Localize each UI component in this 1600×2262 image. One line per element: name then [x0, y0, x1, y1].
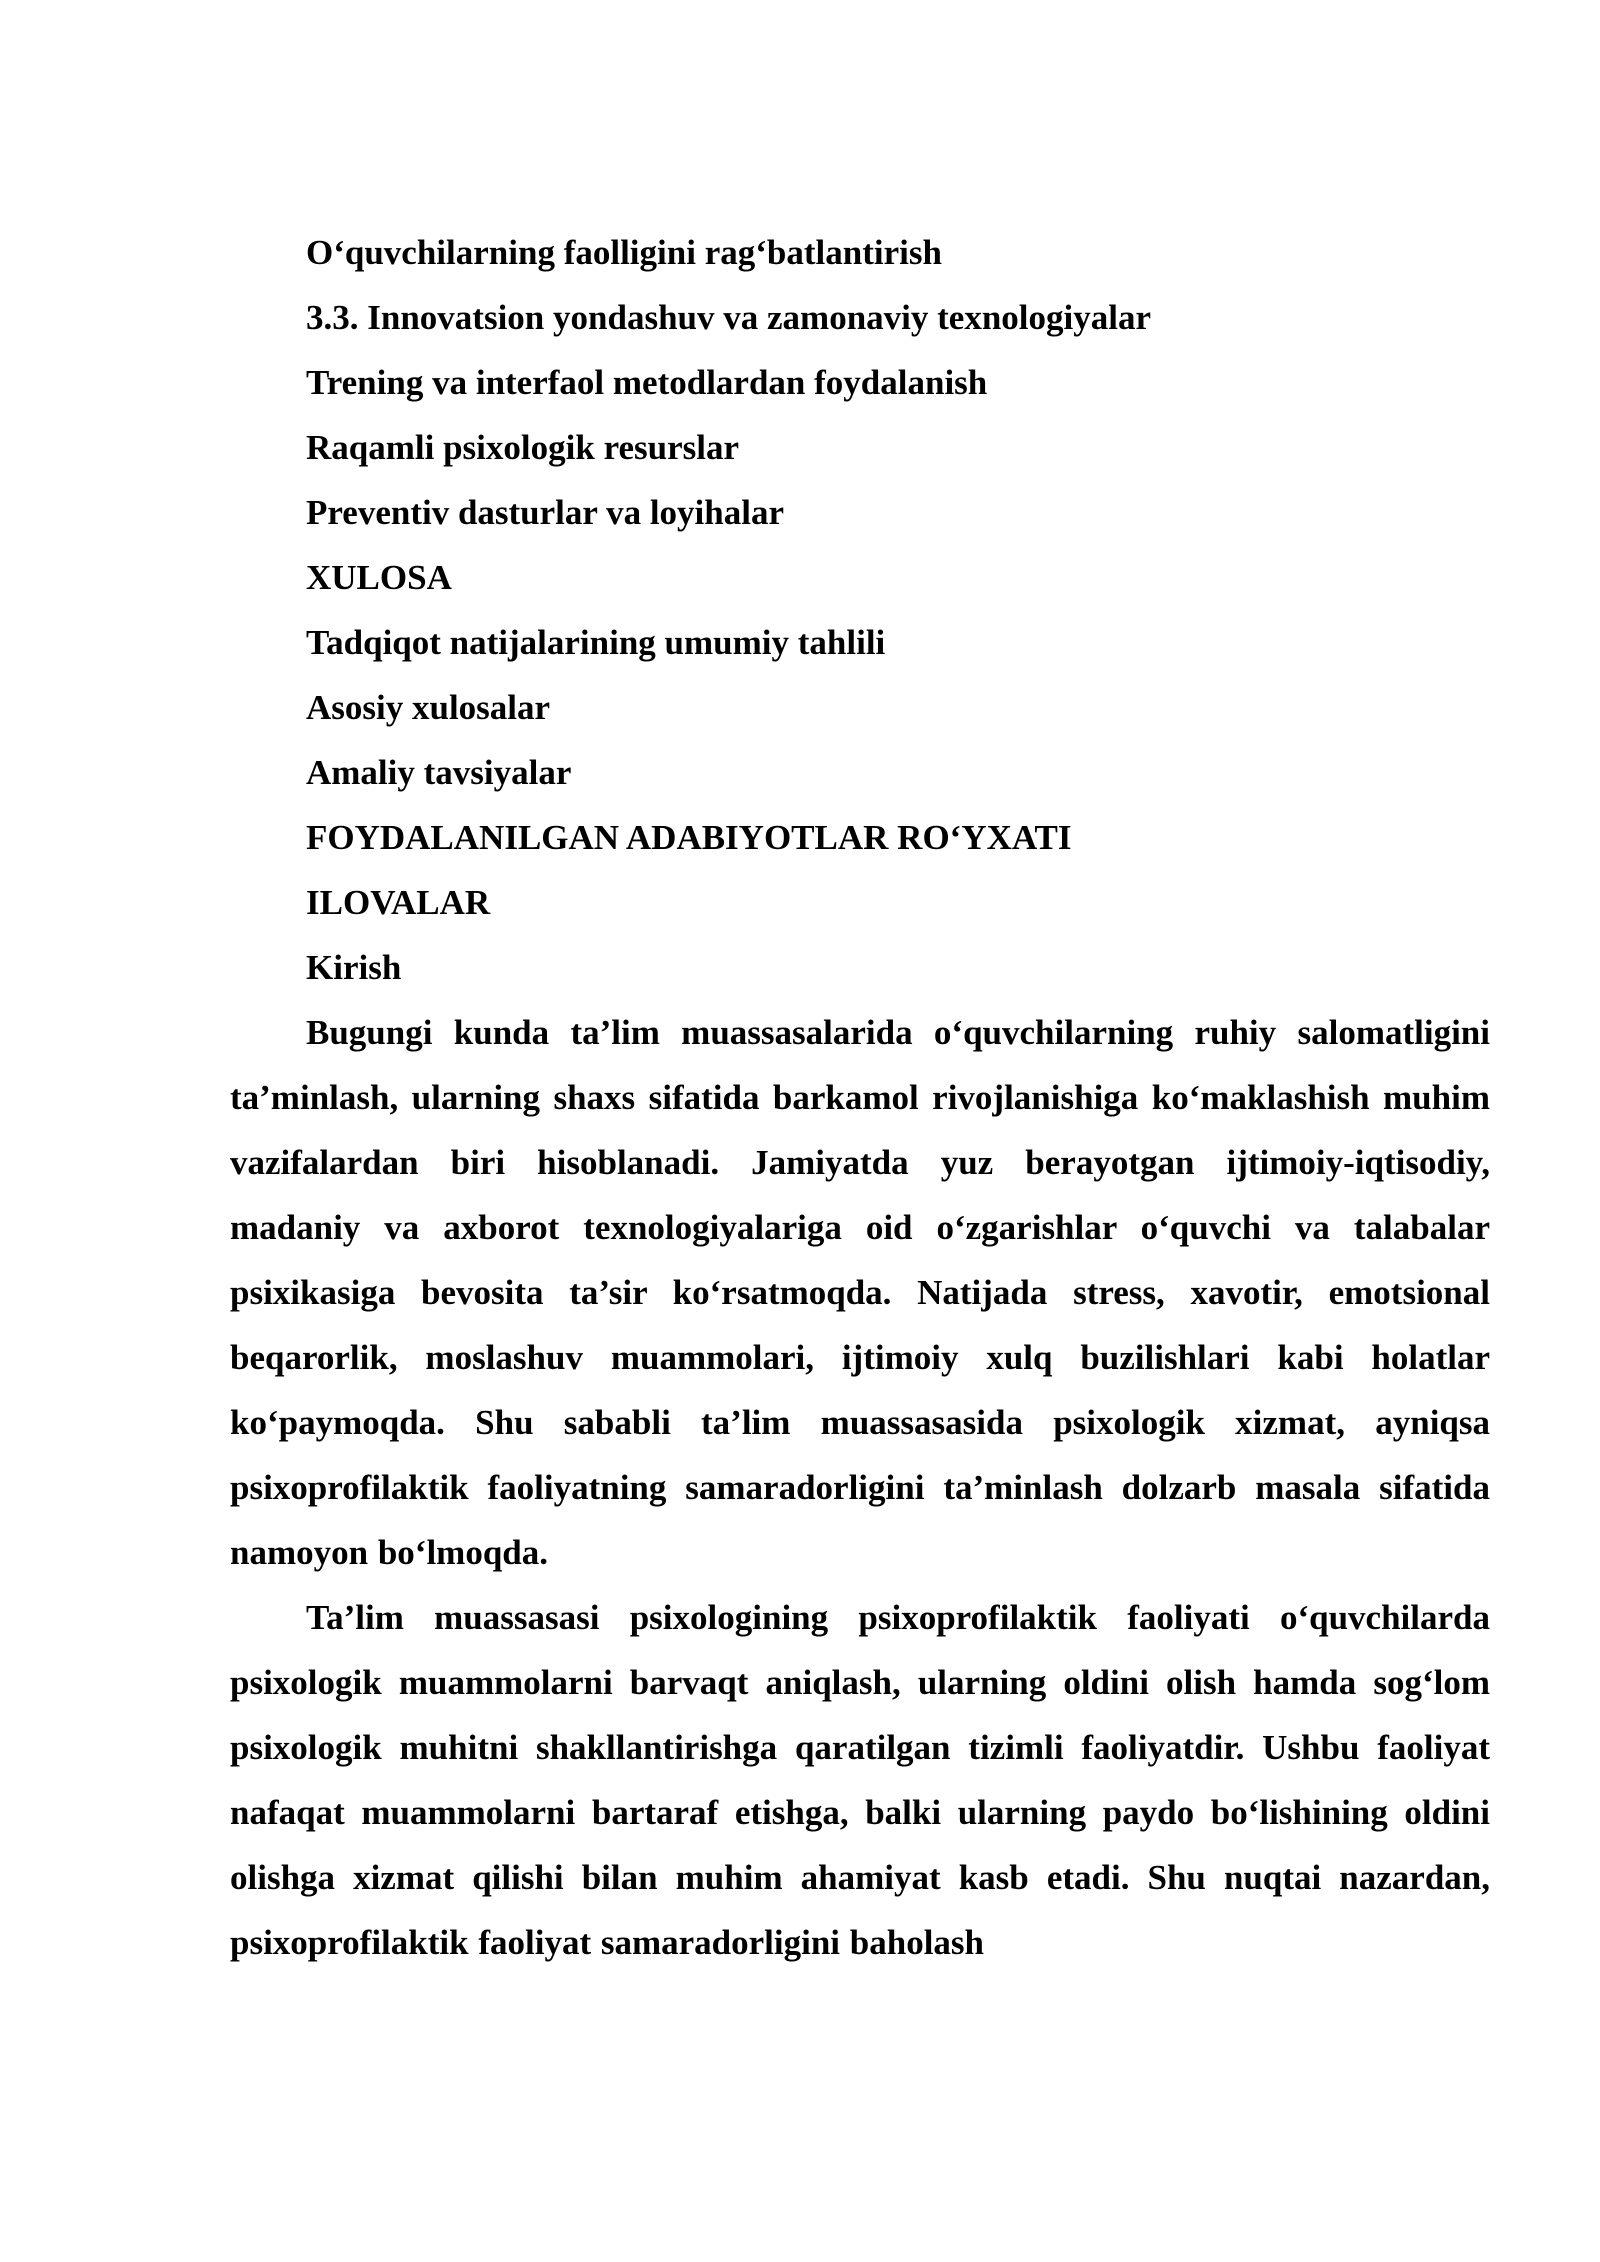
section-heading: Kirish — [306, 948, 402, 987]
toc-item: XULOSA — [306, 558, 452, 597]
toc-item: Trening va interfaol metodlardan foydalanish — [306, 363, 988, 402]
toc-item: Raqamli psixologik resurslar — [306, 428, 740, 467]
body-paragraph: Bugungi kunda ta’lim muassasalarida o‘quvchilarning ruhiy salomatligini ta’minlash, ularning shaxs sifatida barkamol rivojlanishiga ko‘maklashish muhim vazifalardan biri hisoblanadi. Jamiyatda yuz berayotgan ijtimoiy-iqtisodiy, madaniy va axborot texnologiyalariga oid o‘zgarishlar o‘quvchi va talabalar psixikasiga bevosita ta’sir ko‘rsatmoqda. Natijada stress, xavotir, emotsional beqarorlik, moslashuv muammolari, ijtimoiy xulq buzilishlari kabi holatlar ko‘paymoqda. Shu sababli ta’lim muassasasida psixologik xizmat, ayniqsa psixoprofilaktik faoliyatning samaradorligini ta’minlash dolzarb masala sifatida namoyon bo‘lmoqda. — [230, 1013, 1490, 1572]
body-paragraph: Ta’lim muassasasi psixologining psixoprofilaktik faoliyati o‘quvchilarda psixologik muammolarni barvaqt aniqlash, ularning oldini olish hamda sog‘lom psixologik muhitni shakllantirishga qaratilgan tizimli faoliyatdir. Ushbu faoliyat nafaqat muammolarni bartaraf etishga, balki ularning paydo bo‘lishining oldini olishga xizmat qilishi bilan muhim ahamiyat kasb etadi. Shu nuqtai nazardan, psixoprofilaktik faoliyat samaradorligini baholash — [230, 1598, 1490, 1962]
toc-item: Tadqiqot natijalarining umumiy tahlili — [306, 623, 886, 662]
toc-item: Preventiv dasturlar va loyihalar — [306, 493, 784, 532]
toc-item: Amaliy tavsiyalar — [306, 753, 572, 792]
toc-item: FOYDALANILGAN ADABIYOTLAR RO‘YXATI — [306, 818, 1072, 857]
toc-item: Asosiy xulosalar — [306, 688, 551, 727]
page-content — [230, 220, 1490, 1975]
toc-item: 3.3. Innovatsion yondashuv va zamonaviy texnologiyalar — [306, 298, 1151, 337]
table-of-contents — [230, 220, 1490, 935]
toc-item: ILOVALAR — [306, 883, 491, 922]
toc-item: O‘quvchilarning faolligini rag‘batlantirish — [306, 233, 942, 272]
